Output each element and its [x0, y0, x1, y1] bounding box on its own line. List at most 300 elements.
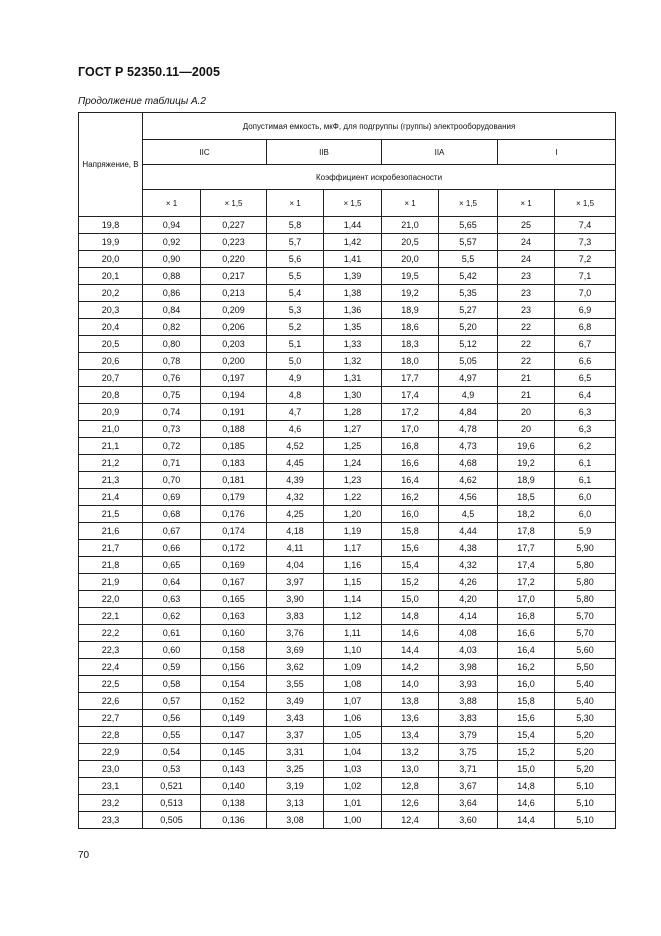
table-row: [79, 438, 616, 455]
capacitance-cell: 5,5: [439, 251, 498, 268]
capacitance-cell: 5,70: [555, 608, 616, 625]
capacitance-cell: 3,37: [267, 727, 324, 744]
group-header: I: [498, 140, 616, 165]
voltage-cell: 22,2: [79, 625, 143, 642]
capacitance-cell: 4,84: [439, 404, 498, 421]
page-number: 70: [78, 850, 90, 861]
capacitance-cell: 15,4: [382, 557, 439, 574]
capacitance-cell: 4,6: [267, 421, 324, 438]
capacitance-cell: 0,145: [201, 744, 267, 761]
capacitance-cell: 1,02: [324, 778, 382, 795]
capacitance-cell: 0,200: [201, 353, 267, 370]
table-row: [79, 608, 616, 625]
capacitance-cell: 1,17: [324, 540, 382, 557]
safety-factor-header: Коэффициент искробезопасности: [143, 165, 616, 190]
capacitance-cell: 3,67: [439, 778, 498, 795]
voltage-cell: 21,2: [79, 455, 143, 472]
capacitance-cell: 4,9: [439, 387, 498, 404]
capacitance-cell: 6,1: [555, 455, 616, 472]
capacitance-cell: 1,25: [324, 438, 382, 455]
capacitance-cell: 18,9: [382, 302, 439, 319]
capacitance-cell: 0,158: [201, 642, 267, 659]
capacitance-cell: 0,513: [143, 795, 201, 812]
capacitance-cell: 19,2: [498, 455, 555, 472]
table-row: [79, 676, 616, 693]
capacitance-cell: 16,0: [498, 676, 555, 693]
capacitance-cell: 18,5: [498, 489, 555, 506]
capacitance-cell: 14,8: [498, 778, 555, 795]
voltage-cell: 19,9: [79, 234, 143, 251]
capacitance-cell: 24: [498, 234, 555, 251]
voltage-cell: 20,8: [79, 387, 143, 404]
capacitance-cell: 1,42: [324, 234, 382, 251]
capacitance-cell: 18,3: [382, 336, 439, 353]
capacitance-cell: 0,67: [143, 523, 201, 540]
voltage-cell: 20,0: [79, 251, 143, 268]
capacitance-cell: 4,18: [267, 523, 324, 540]
capacitance-cell: 7,1: [555, 268, 616, 285]
capacitance-cell: 0,54: [143, 744, 201, 761]
capacitance-cell: 5,20: [555, 744, 616, 761]
table-row: [79, 217, 616, 234]
capacitance-cell: 4,04: [267, 557, 324, 574]
capacitance-cell: 5,42: [439, 268, 498, 285]
voltage-cell: 20,6: [79, 353, 143, 370]
capacitance-cell: 20: [498, 421, 555, 438]
capacitance-cell: 1,07: [324, 693, 382, 710]
capacitance-cell: 17,8: [498, 523, 555, 540]
factor-header: × 1: [143, 190, 201, 217]
voltage-cell: 21,4: [79, 489, 143, 506]
capacitance-cell: 1,16: [324, 557, 382, 574]
capacitance-cell: 16,6: [498, 625, 555, 642]
capacitance-cell: 5,80: [555, 591, 616, 608]
voltage-cell: 21,0: [79, 421, 143, 438]
capacitance-cell: 3,75: [439, 744, 498, 761]
table-row: [79, 285, 616, 302]
capacitance-cell: 4,52: [267, 438, 324, 455]
capacitance-cell: 0,92: [143, 234, 201, 251]
table-body: [79, 217, 616, 829]
factor-header: × 1,5: [439, 190, 498, 217]
capacitance-cell: 5,70: [555, 625, 616, 642]
capacitance-cell: 4,32: [439, 557, 498, 574]
capacitance-cell: 0,188: [201, 421, 267, 438]
capacitance-cell: 0,176: [201, 506, 267, 523]
group-header: IIC: [143, 140, 267, 165]
voltage-cell: 22,3: [79, 642, 143, 659]
capacitance-cell: 3,55: [267, 676, 324, 693]
capacitance-cell: 14,8: [382, 608, 439, 625]
capacitance-cell: 21: [498, 370, 555, 387]
capacitance-cell: 0,80: [143, 336, 201, 353]
capacitance-cell: 5,40: [555, 676, 616, 693]
capacitance-cell: 0,94: [143, 217, 201, 234]
voltage-cell: 21,7: [79, 540, 143, 557]
capacitance-cell: 6,2: [555, 438, 616, 455]
capacitance-cell: 1,15: [324, 574, 382, 591]
capacitance-cell: 13,2: [382, 744, 439, 761]
table-row: [79, 523, 616, 540]
capacitance-cell: 0,167: [201, 574, 267, 591]
capacitance-cell: 1,14: [324, 591, 382, 608]
capacitance-cell: 14,6: [382, 625, 439, 642]
capacitance-cell: 5,2: [267, 319, 324, 336]
capacitance-cell: 0,64: [143, 574, 201, 591]
capacitance-cell: 20,5: [382, 234, 439, 251]
capacitance-cell: 0,70: [143, 472, 201, 489]
capacitance-cell: 5,50: [555, 659, 616, 676]
capacitance-cell: 18,9: [498, 472, 555, 489]
voltage-cell: 21,3: [79, 472, 143, 489]
capacitance-cell: 21,0: [382, 217, 439, 234]
capacitance-cell: 0,63: [143, 591, 201, 608]
capacitance-cell: 0,140: [201, 778, 267, 795]
voltage-cell: 21,1: [79, 438, 143, 455]
table-row: [79, 625, 616, 642]
capacitance-cell: 5,6: [267, 251, 324, 268]
capacitance-cell: 4,11: [267, 540, 324, 557]
table-row: [79, 591, 616, 608]
capacitance-cell: 15,0: [382, 591, 439, 608]
capacitance-cell: 3,76: [267, 625, 324, 642]
capacitance-cell: 0,181: [201, 472, 267, 489]
capacitance-cell: 15,8: [382, 523, 439, 540]
capacitance-cell: 0,172: [201, 540, 267, 557]
capacitance-cell: 5,0: [267, 353, 324, 370]
table-row: [79, 336, 616, 353]
capacitance-cell: 6,3: [555, 421, 616, 438]
capacitance-cell: 14,2: [382, 659, 439, 676]
capacitance-cell: 5,80: [555, 557, 616, 574]
capacitance-cell: 0,72: [143, 438, 201, 455]
table-row: [79, 302, 616, 319]
capacitance-cell: 15,6: [382, 540, 439, 557]
capacitance-cell: 15,8: [498, 693, 555, 710]
capacitance-cell: 22: [498, 353, 555, 370]
capacitance-cell: 6,7: [555, 336, 616, 353]
capacitance-cell: 20,0: [382, 251, 439, 268]
capacitance-cell: 1,22: [324, 489, 382, 506]
capacitance-cell: 0,136: [201, 812, 267, 829]
capacitance-cell: 3,19: [267, 778, 324, 795]
capacitance-cell: 13,8: [382, 693, 439, 710]
capacitance-cell: 0,78: [143, 353, 201, 370]
capacitance-cell: 0,69: [143, 489, 201, 506]
capacitance-cell: 3,93: [439, 676, 498, 693]
capacitance-cell: 4,78: [439, 421, 498, 438]
capacitance-cell: 3,49: [267, 693, 324, 710]
capacitance-cell: 6,3: [555, 404, 616, 421]
capacitance-cell: 5,10: [555, 812, 616, 829]
capacitance-cell: 25: [498, 217, 555, 234]
capacitance-cell: 4,45: [267, 455, 324, 472]
capacitance-cell: 5,8: [267, 217, 324, 234]
capacitance-cell: 0,59: [143, 659, 201, 676]
capacitance-cell: 19,5: [382, 268, 439, 285]
capacitance-cell: 0,74: [143, 404, 201, 421]
capacitance-cell: 5,30: [555, 710, 616, 727]
table-row: [79, 761, 616, 778]
factor-header: × 1,5: [201, 190, 267, 217]
capacitance-cell: 6,8: [555, 319, 616, 336]
capacitance-cell: 15,2: [498, 744, 555, 761]
capacitance-cell: 19,6: [498, 438, 555, 455]
capacitance-cell: 4,32: [267, 489, 324, 506]
capacitance-cell: 16,0: [382, 506, 439, 523]
table-row: [79, 404, 616, 421]
capacitance-cell: 16,8: [498, 608, 555, 625]
factor-header: × 1: [267, 190, 324, 217]
capacitance-cell: 23: [498, 268, 555, 285]
voltage-cell: 23,2: [79, 795, 143, 812]
capacitance-cell: 5,20: [555, 727, 616, 744]
capacitance-cell: 0,174: [201, 523, 267, 540]
voltage-cell: 22,4: [79, 659, 143, 676]
capacitance-cell: 1,11: [324, 625, 382, 642]
capacitance-cell: 4,7: [267, 404, 324, 421]
capacitance-cell: 4,20: [439, 591, 498, 608]
capacitance-cell: 5,4: [267, 285, 324, 302]
capacitance-cell: 14,6: [498, 795, 555, 812]
voltage-cell: 20,1: [79, 268, 143, 285]
capacitance-cell: 6,9: [555, 302, 616, 319]
capacitance-cell: 3,79: [439, 727, 498, 744]
capacitance-cell: 1,24: [324, 455, 382, 472]
capacitance-cell: 1,08: [324, 676, 382, 693]
table-row: [79, 234, 616, 251]
capacitance-cell: 0,220: [201, 251, 267, 268]
capacitance-cell: 0,66: [143, 540, 201, 557]
capacitance-cell: 14,4: [382, 642, 439, 659]
capacitance-cell: 7,2: [555, 251, 616, 268]
capacitance-cell: 3,43: [267, 710, 324, 727]
capacitance-cell: 0,68: [143, 506, 201, 523]
table-caption: Продолжение таблицы А.2: [78, 96, 206, 107]
capacitance-cell: 4,5: [439, 506, 498, 523]
table-row: [79, 642, 616, 659]
capacitance-cell: 0,152: [201, 693, 267, 710]
capacitance-cell: 0,154: [201, 676, 267, 693]
table-row: [79, 710, 616, 727]
factor-header: × 1,5: [555, 190, 616, 217]
capacitance-cell: 4,62: [439, 472, 498, 489]
capacitance-cell: 23: [498, 285, 555, 302]
capacitance-cell: 0,203: [201, 336, 267, 353]
capacitance-cell: 17,2: [498, 574, 555, 591]
capacitance-cell: 5,65: [439, 217, 498, 234]
capacitance-cell: 0,223: [201, 234, 267, 251]
table-row: [79, 472, 616, 489]
capacitance-cell: 4,73: [439, 438, 498, 455]
capacitance-cell: 15,4: [498, 727, 555, 744]
capacitance-cell: 0,62: [143, 608, 201, 625]
capacitance-cell: 1,30: [324, 387, 382, 404]
voltage-cell: 22,0: [79, 591, 143, 608]
capacitance-cell: 7,0: [555, 285, 616, 302]
capacitance-cell: 5,12: [439, 336, 498, 353]
capacitance-cell: 22: [498, 336, 555, 353]
voltage-cell: 20,5: [79, 336, 143, 353]
capacitance-cell: 0,183: [201, 455, 267, 472]
capacitance-cell: 5,20: [439, 319, 498, 336]
capacitance-cell: 1,10: [324, 642, 382, 659]
capacitance-cell: 1,03: [324, 761, 382, 778]
group-header: IIB: [267, 140, 382, 165]
voltage-cell: 20,2: [79, 285, 143, 302]
capacitance-cell: 0,71: [143, 455, 201, 472]
capacitance-cell: 24: [498, 251, 555, 268]
capacitance-cell: 0,55: [143, 727, 201, 744]
capacitance-cell: 12,6: [382, 795, 439, 812]
capacitance-cell: 16,4: [382, 472, 439, 489]
table-row: [79, 574, 616, 591]
capacitance-cell: 0,56: [143, 710, 201, 727]
capacitance-cell: 0,143: [201, 761, 267, 778]
capacitance-cell: 0,209: [201, 302, 267, 319]
capacitance-cell: 13,0: [382, 761, 439, 778]
capacitance-cell: 4,8: [267, 387, 324, 404]
voltage-cell: 21,6: [79, 523, 143, 540]
capacitance-cell: 5,7: [267, 234, 324, 251]
table-row: [79, 659, 616, 676]
capacitance-cell: 23: [498, 302, 555, 319]
capacitance-cell: 19,2: [382, 285, 439, 302]
capacitance-cell: 5,05: [439, 353, 498, 370]
capacitance-cell: 17,7: [498, 540, 555, 557]
capacitance-cell: 3,13: [267, 795, 324, 812]
capacitance-cell: 0,53: [143, 761, 201, 778]
capacitance-cell: 0,163: [201, 608, 267, 625]
capacitance-cell: 4,14: [439, 608, 498, 625]
capacitance-cell: 1,00: [324, 812, 382, 829]
capacitance-cell: 4,38: [439, 540, 498, 557]
table-row: [79, 370, 616, 387]
table-row: [79, 421, 616, 438]
capacitance-cell: 6,4: [555, 387, 616, 404]
table-row: [79, 693, 616, 710]
capacitance-cell: 1,19: [324, 523, 382, 540]
capacitance-cell: 0,227: [201, 217, 267, 234]
capacitance-cell: 1,20: [324, 506, 382, 523]
voltage-cell: 22,6: [79, 693, 143, 710]
capacitance-cell: 18,2: [498, 506, 555, 523]
table-row: [79, 812, 616, 829]
table-row: [79, 795, 616, 812]
capacitance-cell: 6,1: [555, 472, 616, 489]
capacitance-cell: 5,80: [555, 574, 616, 591]
capacitance-cell: 17,2: [382, 404, 439, 421]
capacitance-cell: 1,36: [324, 302, 382, 319]
capacitance-cell: 6,0: [555, 489, 616, 506]
capacitance-cell: 0,86: [143, 285, 201, 302]
table-row: [79, 251, 616, 268]
capacitance-cell: 1,06: [324, 710, 382, 727]
capacitance-cell: 0,60: [143, 642, 201, 659]
capacitance-cell: 4,08: [439, 625, 498, 642]
capacitance-cell: 3,31: [267, 744, 324, 761]
capacitance-cell: 6,0: [555, 506, 616, 523]
table-row: [79, 489, 616, 506]
voltage-cell: 22,8: [79, 727, 143, 744]
capacitance-cell: 20: [498, 404, 555, 421]
capacitance-cell: 0,160: [201, 625, 267, 642]
capacitance-cell: 0,165: [201, 591, 267, 608]
capacitance-cell: 3,71: [439, 761, 498, 778]
capacitance-cell: 4,68: [439, 455, 498, 472]
capacitance-cell: 7,3: [555, 234, 616, 251]
capacitance-cell: 15,6: [498, 710, 555, 727]
capacitance-cell: 4,44: [439, 523, 498, 540]
capacitance-cell: 15,0: [498, 761, 555, 778]
capacitance-cell: 1,12: [324, 608, 382, 625]
capacitance-cell: 0,217: [201, 268, 267, 285]
capacitance-cell: 1,39: [324, 268, 382, 285]
capacitance-cell: 3,69: [267, 642, 324, 659]
capacitance-cell: 17,4: [498, 557, 555, 574]
table-row: [79, 268, 616, 285]
capacitance-cell: 16,2: [498, 659, 555, 676]
capacitance-cell: 4,56: [439, 489, 498, 506]
capacitance-cell: 0,169: [201, 557, 267, 574]
voltage-cell: 20,3: [79, 302, 143, 319]
capacitance-cell: 0,156: [201, 659, 267, 676]
capacitance-cell: 1,28: [324, 404, 382, 421]
voltage-cell: 23,0: [79, 761, 143, 778]
capacitance-cell: 0,65: [143, 557, 201, 574]
capacitance-cell: 4,97: [439, 370, 498, 387]
capacitance-cell: 1,23: [324, 472, 382, 489]
capacitance-cell: 0,90: [143, 251, 201, 268]
capacitance-cell: 5,20: [555, 761, 616, 778]
voltage-cell: 21,8: [79, 557, 143, 574]
capacitance-cell: 18,6: [382, 319, 439, 336]
capacitance-cell: 4,9: [267, 370, 324, 387]
capacitance-cell: 0,521: [143, 778, 201, 795]
capacitance-cell: 5,10: [555, 795, 616, 812]
capacitance-cell: 16,8: [382, 438, 439, 455]
capacitance-cell: 17,7: [382, 370, 439, 387]
capacitance-cell: 1,01: [324, 795, 382, 812]
capacitance-cell: 0,505: [143, 812, 201, 829]
capacitance-cell: 3,25: [267, 761, 324, 778]
table-row: [79, 319, 616, 336]
capacitance-table: [78, 112, 616, 829]
capacitance-cell: 6,5: [555, 370, 616, 387]
voltage-cell: 19,8: [79, 217, 143, 234]
capacitance-cell: 0,185: [201, 438, 267, 455]
capacitance-cell: 3,64: [439, 795, 498, 812]
capacitance-cell: 17,4: [382, 387, 439, 404]
capacitance-cell: 4,39: [267, 472, 324, 489]
table-row: [79, 744, 616, 761]
voltage-cell: 23,3: [79, 812, 143, 829]
capacitance-cell: 1,35: [324, 319, 382, 336]
voltage-cell: 20,9: [79, 404, 143, 421]
capacitance-cell: 0,61: [143, 625, 201, 642]
voltage-cell: 20,4: [79, 319, 143, 336]
capacitance-cell: 5,60: [555, 642, 616, 659]
capacitance-cell: 0,206: [201, 319, 267, 336]
capacitance-cell: 16,6: [382, 455, 439, 472]
capacitance-cell: 1,05: [324, 727, 382, 744]
group-header: IIA: [382, 140, 498, 165]
capacitance-cell: 0,179: [201, 489, 267, 506]
capacitance-cell: 16,4: [498, 642, 555, 659]
capacitance-cell: 1,41: [324, 251, 382, 268]
capacitance-cell: 5,3: [267, 302, 324, 319]
table-row: [79, 727, 616, 744]
